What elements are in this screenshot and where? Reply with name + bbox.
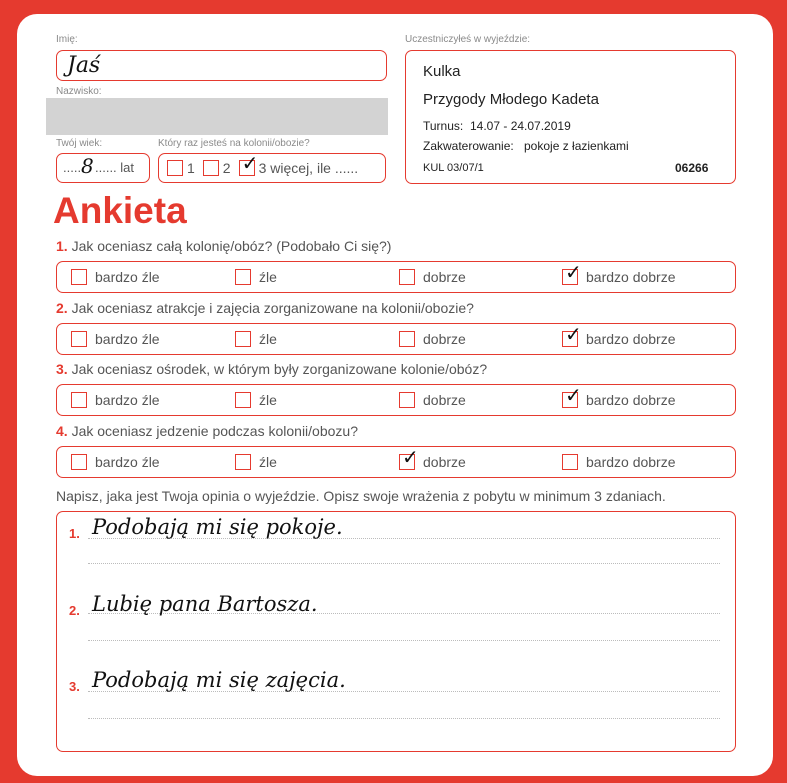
option-bardzo-dobrze[interactable] — [562, 260, 676, 285]
question-3 — [56, 361, 487, 377]
question-number: 4. — [56, 423, 68, 439]
option-checkbox[interactable] — [71, 392, 87, 408]
option-dobrze[interactable] — [399, 331, 466, 347]
turnus-label: Turnus: — [423, 119, 464, 133]
surname-label: Nazwisko: — [56, 86, 102, 97]
option-label: bardzo dobrze — [586, 392, 676, 408]
option-zle[interactable] — [235, 269, 277, 285]
dotted-line — [88, 640, 720, 641]
answer-row-4 — [56, 446, 736, 478]
option-bardzo-zle[interactable] — [71, 331, 160, 347]
question-2 — [56, 300, 474, 316]
opinion-box[interactable] — [56, 511, 736, 752]
accommodation-label: Zakwaterowanie: — [423, 139, 514, 153]
name-field[interactable] — [56, 50, 387, 81]
option-label: bardzo źle — [95, 331, 160, 347]
answer-number: 3. — [69, 679, 80, 694]
option-label: źle — [259, 269, 277, 285]
option-label: źle — [259, 331, 277, 347]
name-label: Imię: — [56, 34, 78, 45]
trip-code: KUL 03/07/1 — [423, 162, 484, 174]
option-label: bardzo dobrze — [586, 454, 676, 470]
times-checkbox-1[interactable] — [167, 160, 183, 176]
dotted-line — [88, 563, 720, 564]
option-bardzo-dobrze[interactable] — [562, 454, 676, 470]
question-text: Jak oceniasz całą kolonię/obóz? (Podobało Ci się?) — [71, 238, 392, 254]
answer-row-1 — [56, 261, 736, 293]
option-checkbox[interactable] — [235, 392, 251, 408]
opinion-prompt: Napisz, jaka jest Twoja opinia o wyjeździe. Opisz swoje wrażenia z pobytu w minimum 3 zdaniach. — [56, 488, 666, 504]
checkmark-icon: ✓ — [565, 322, 582, 346]
option-label: źle — [259, 454, 277, 470]
option-checkbox[interactable] — [235, 269, 251, 285]
option-dobrze[interactable] — [399, 269, 466, 285]
question-number: 1. — [56, 238, 68, 254]
option-bardzo-zle[interactable] — [71, 454, 160, 470]
option-label: bardzo dobrze — [586, 269, 676, 285]
age-field[interactable] — [56, 153, 150, 183]
trip-number: 06266 — [675, 161, 709, 175]
question-text: Jak oceniasz atrakcje i zajęcia zorganizowane na kolonii/obozie? — [71, 300, 474, 316]
option-bardzo-dobrze[interactable] — [562, 322, 676, 347]
option-zle[interactable] — [235, 454, 277, 470]
option-label: dobrze — [423, 269, 466, 285]
option-checkbox[interactable] — [562, 383, 582, 408]
turnus-value: 14.07 - 24.07.2019 — [470, 119, 571, 133]
survey-title: Ankieta — [53, 190, 187, 231]
age-value: 8 — [81, 154, 94, 178]
times-label-1: 1 — [187, 160, 195, 176]
age-label: Twój wiek: — [56, 138, 103, 149]
participated-label: Uczestniczyłeś w wyjeździe: — [405, 34, 531, 45]
option-zle[interactable] — [235, 331, 277, 347]
option-checkbox[interactable] — [399, 269, 415, 285]
answer-text: Podobają mi się pokoje. — [92, 515, 343, 539]
option-checkbox[interactable] — [71, 454, 87, 470]
trip-program: Przygody Młodego Kadeta — [423, 91, 599, 108]
option-zle[interactable] — [235, 392, 277, 408]
option-label: bardzo dobrze — [586, 331, 676, 347]
trip-info-box — [405, 50, 736, 184]
option-checkbox[interactable] — [399, 331, 415, 347]
checkmark-icon: ✓ — [241, 151, 259, 175]
option-checkbox[interactable] — [399, 392, 415, 408]
option-bardzo-zle[interactable] — [71, 392, 160, 408]
checkmark-icon: ✓ — [402, 445, 419, 469]
times-checkbox-3[interactable] — [239, 151, 259, 176]
accommodation-value: pokoje z łazienkami — [524, 139, 629, 153]
answer-row-3 — [56, 384, 736, 416]
question-number: 3. — [56, 361, 68, 377]
question-text: Jak oceniasz ośrodek, w którym były zorganizowane kolonie/obóz? — [71, 361, 488, 377]
option-bardzo-dobrze[interactable] — [562, 383, 676, 408]
which-time-field — [158, 153, 386, 183]
answer-number: 1. — [69, 526, 80, 541]
surname-redacted — [46, 98, 388, 135]
option-label: bardzo źle — [95, 392, 160, 408]
option-checkbox[interactable] — [562, 322, 582, 347]
option-label: bardzo źle — [95, 454, 160, 470]
age-suffix: ...... lat — [95, 160, 135, 175]
question-1 — [56, 238, 391, 254]
option-checkbox[interactable] — [235, 454, 251, 470]
answer-text: Podobają mi się zajęcia. — [92, 668, 346, 692]
option-dobrze[interactable] — [399, 392, 466, 408]
answer-number: 2. — [69, 603, 80, 618]
answer-row-2 — [56, 323, 736, 355]
option-label: źle — [259, 392, 277, 408]
times-label-2: 2 — [222, 160, 231, 176]
option-label: dobrze — [423, 454, 466, 470]
option-dobrze[interactable] — [399, 445, 466, 470]
question-4 — [56, 423, 358, 439]
option-checkbox[interactable] — [399, 445, 419, 470]
checkmark-icon: ✓ — [565, 383, 582, 407]
question-text: Jak oceniasz jedzenie podczas kolonii/obozu? — [71, 423, 358, 439]
option-label: bardzo źle — [95, 269, 160, 285]
trip-name: Kulka — [423, 63, 461, 80]
option-checkbox[interactable] — [71, 269, 87, 285]
option-checkbox[interactable] — [235, 331, 251, 347]
option-label: dobrze — [423, 331, 466, 347]
option-bardzo-zle[interactable] — [71, 269, 160, 285]
times-label-3: 3 więcej, ile ...... — [258, 160, 359, 176]
age-prefix: ...... — [63, 160, 85, 175]
option-label: dobrze — [423, 392, 466, 408]
dotted-line — [88, 718, 720, 719]
option-checkbox[interactable] — [562, 260, 582, 285]
name-value: Jaś — [67, 53, 101, 78]
checkmark-icon: ✓ — [565, 260, 582, 284]
which-time-label: Który raz jesteś na kolonii/obozie? — [158, 138, 310, 149]
answer-text: Lubię pana Bartosza. — [92, 592, 318, 616]
option-checkbox[interactable] — [71, 331, 87, 347]
question-number: 2. — [56, 300, 68, 316]
option-checkbox[interactable] — [562, 454, 578, 470]
times-checkbox-2[interactable] — [203, 160, 219, 176]
